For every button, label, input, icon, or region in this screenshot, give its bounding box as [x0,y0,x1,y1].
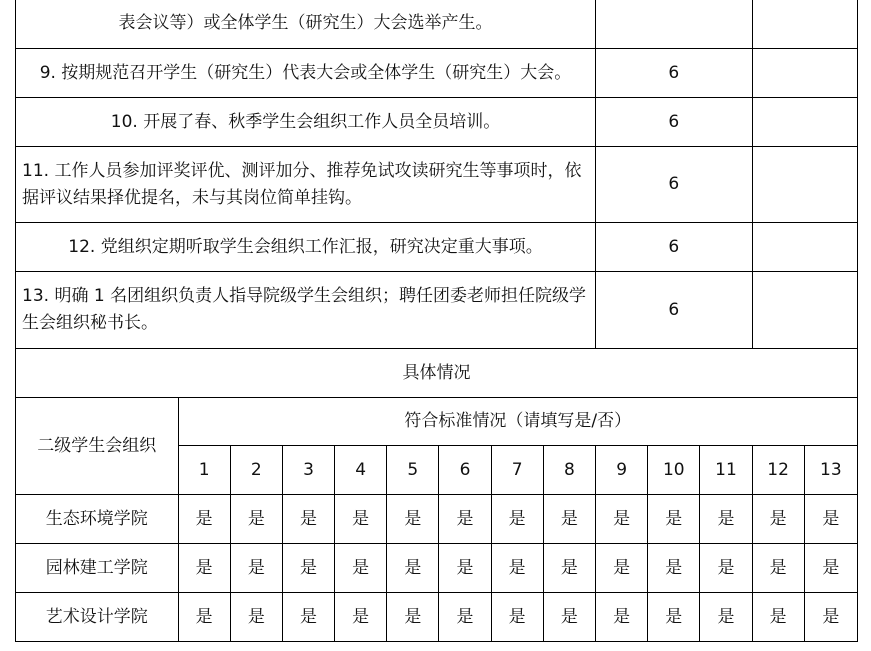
criterion-number: 5 [387,446,439,495]
compliance-cell: 是 [804,544,857,593]
compliance-cell: 是 [387,495,439,544]
evaluation-table [15,0,858,642]
criteria-score: 6 [596,49,753,98]
compliance-cell: 是 [230,544,282,593]
compliance-header-row [16,398,858,446]
compliance-cell: 是 [543,593,595,642]
criteria-text: 9. 按期规范召开学生（研究生）代表大会或全体学生（研究生）大会。 [16,49,596,98]
criteria-remark [752,272,857,349]
criteria-score: 6 [596,272,753,349]
compliance-cell: 是 [335,495,387,544]
compliance-cell: 是 [752,593,804,642]
org-row [16,544,858,593]
org-name: 艺术设计学院 [16,593,179,642]
compliance-cell: 是 [387,593,439,642]
criterion-number: 8 [543,446,595,495]
criterion-number: 3 [282,446,334,495]
criterion-number: 6 [439,446,491,495]
compliance-cell: 是 [543,495,595,544]
compliance-cell: 是 [804,593,857,642]
criterion-number: 11 [700,446,752,495]
criterion-number: 4 [335,446,387,495]
criterion-number: 1 [178,446,230,495]
compliance-cell: 是 [439,544,491,593]
criteria-score [596,0,753,49]
criteria-remark [752,49,857,98]
criteria-remark [752,223,857,272]
compliance-cell: 是 [752,495,804,544]
org-row [16,593,858,642]
criterion-number: 7 [491,446,543,495]
org-header: 二级学生会组织 [16,398,179,495]
compliance-cell: 是 [804,495,857,544]
compliance-cell: 是 [700,593,752,642]
compliance-cell: 是 [596,593,648,642]
compliance-cell: 是 [700,544,752,593]
criterion-number: 2 [230,446,282,495]
criteria-remark [752,0,857,49]
org-row [16,495,858,544]
compliance-cell: 是 [387,544,439,593]
compliance-cell: 是 [439,593,491,642]
compliance-cell: 是 [648,544,700,593]
criteria-row [16,147,858,223]
criteria-row [16,0,858,49]
criterion-number: 12 [752,446,804,495]
compliance-cell: 是 [178,544,230,593]
criteria-row [16,223,858,272]
compliance-cell: 是 [439,495,491,544]
criteria-row [16,272,858,349]
criteria-text: 表会议等）或全体学生（研究生）大会选举产生。 [16,0,596,49]
compliance-cell: 是 [335,544,387,593]
compliance-cell: 是 [491,544,543,593]
compliance-cell: 是 [230,593,282,642]
compliance-cell: 是 [282,495,334,544]
criteria-row [16,98,858,147]
criteria-text: 12. 党组织定期听取学生会组织工作汇报，研究决定重大事项。 [16,223,596,272]
criterion-number: 10 [648,446,700,495]
compliance-cell: 是 [491,495,543,544]
compliance-cell: 是 [230,495,282,544]
compliance-cell: 是 [648,593,700,642]
compliance-cell: 是 [648,495,700,544]
org-name: 园林建工学院 [16,544,179,593]
compliance-cell: 是 [282,544,334,593]
criteria-remark [752,147,857,223]
section-title-row [16,349,858,398]
criteria-score: 6 [596,98,753,147]
criteria-score: 6 [596,223,753,272]
criteria-text: 11. 工作人员参加评奖评优、测评加分、推荐免试攻读研究生等事项时，依据评议结果择优提名，未与其岗位简单挂钩。 [16,147,596,223]
criteria-score: 6 [596,147,753,223]
section-title: 具体情况 [16,349,858,398]
org-name: 生态环境学院 [16,495,179,544]
criteria-remark [752,98,857,147]
criteria-text: 13. 明确 1 名团组织负责人指导院级学生会组织；聘任团委老师担任院级学生会组织秘书长。 [16,272,596,349]
compliance-cell: 是 [282,593,334,642]
criteria-row [16,49,858,98]
compliance-cell: 是 [700,495,752,544]
compliance-cell: 是 [543,544,595,593]
compliance-cell: 是 [178,593,230,642]
compliance-cell: 是 [491,593,543,642]
compliance-cell: 是 [335,593,387,642]
compliance-cell: 是 [752,544,804,593]
compliance-header: 符合标准情况（请填写是/否） [178,398,857,446]
criteria-text: 10. 开展了春、秋季学生会组织工作人员全员培训。 [16,98,596,147]
criterion-number: 13 [804,446,857,495]
compliance-cell: 是 [596,495,648,544]
compliance-cell: 是 [596,544,648,593]
compliance-cell: 是 [178,495,230,544]
criterion-number: 9 [596,446,648,495]
